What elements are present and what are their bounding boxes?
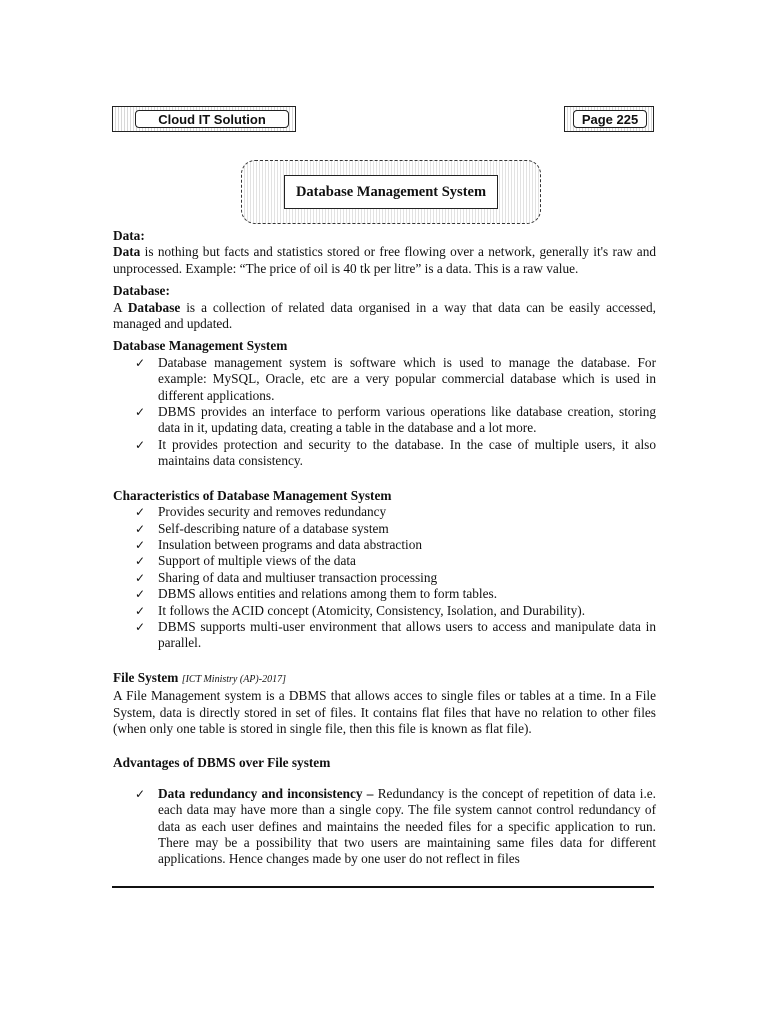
file-system-source-note: [ICT Ministry (AP)-2017] <box>181 673 286 685</box>
dbms-list <box>113 355 656 470</box>
footer-rule <box>112 886 654 888</box>
characteristics-heading: Characteristics of Database Management System <box>113 487 392 503</box>
check-icon: ✓ <box>135 554 146 569</box>
characteristics-list <box>113 504 656 652</box>
list-item-text: Self-describing nature of a database system <box>158 520 389 536</box>
check-icon: ✓ <box>135 786 146 801</box>
check-icon: ✓ <box>135 355 146 370</box>
list-item-text: Sharing of data and multiuser transaction processing <box>158 569 438 585</box>
document-body <box>113 228 656 868</box>
data-heading: Data: <box>113 228 145 243</box>
header-publisher-label: Cloud IT Solution <box>135 110 289 128</box>
list-item <box>135 521 656 537</box>
header-page-box <box>564 106 654 132</box>
list-item <box>135 570 656 586</box>
list-item-text: Database management system is software which is used to manage the database. For example: MySQL, Oracle, etc are a very popular commercial database which is used in different applications. <box>158 354 656 403</box>
list-item-text: It provides protection and security to the database. In the case of multiple users, it also maintains data consistency. <box>158 436 656 469</box>
advantages-heading: Advantages of DBMS over File system <box>113 755 331 771</box>
database-text: is a collection of related data organised in a way that data can be easily accessed, managed and updated. <box>113 299 656 332</box>
check-icon: ✓ <box>135 619 146 634</box>
list-item <box>135 553 656 569</box>
list-item <box>135 619 656 652</box>
file-system-heading: File System <box>113 669 179 685</box>
advantage-text: Redundancy is the concept of repetition of data i.e. each data may have more than a single copy. The file system cannot control redundancy of data as each user defines and maintains the needed files for a specific application to run. There may be a possibility that two users are maintaining same files data for different applications. Hence changes made by one user do not reflect in files <box>158 785 656 867</box>
list-item-text: Support of multiple views of the data <box>158 553 356 569</box>
list-item-text: DBMS allows entities and relations among them to form tables. <box>158 586 498 602</box>
list-item <box>135 504 656 520</box>
check-icon: ✓ <box>135 505 146 520</box>
page-title: Database Management System <box>284 175 498 209</box>
check-icon: ✓ <box>135 570 146 585</box>
list-item <box>135 355 656 404</box>
check-icon: ✓ <box>135 603 146 618</box>
check-icon: ✓ <box>135 437 146 452</box>
database-heading: Database: <box>113 283 170 299</box>
file-system-paragraph: A File Management system is a DBMS that allows acces to single files or tables at a time. In a File System, data is directly stored in set of files. It contains flat files that have no relation to other files (when only one table is stored in single file, then this file is known as flat file). <box>113 688 656 736</box>
list-item-text: DBMS supports multi-user environment that allows users to access and manipulate data in parallel. <box>158 618 656 651</box>
list-item <box>135 603 656 619</box>
header-publisher-box <box>112 106 296 132</box>
check-icon: ✓ <box>135 587 146 602</box>
list-item-text: DBMS provides an interface to perform various operations like database creation, storing data in it, updating data, creating a table in the database and a lot more. <box>158 404 656 436</box>
title-frame <box>241 160 541 224</box>
list-item-text: It follows the ACID concept (Atomicity, Consistency, Isolation, and Durability). <box>158 602 586 618</box>
list-item <box>135 586 656 602</box>
check-icon: ✓ <box>135 537 146 552</box>
dbms-heading: Database Management System <box>113 338 288 354</box>
advantages-list <box>113 786 656 868</box>
list-item-text: Insulation between programs and data abstraction <box>158 536 423 552</box>
list-item <box>135 437 656 470</box>
list-item-text: Provides security and removes redundancy <box>158 504 387 520</box>
database-term: Database <box>127 299 181 315</box>
list-item <box>135 786 656 868</box>
check-icon: ✓ <box>135 405 146 420</box>
list-item <box>135 404 656 437</box>
data-term: Data <box>113 244 141 260</box>
data-text: is nothing but facts and statistics stored or free flowing over a network, generally it's raw and unprocessed. Example: “The price of oil is 40 tk per litre” is a data. This is a raw value. <box>113 244 656 276</box>
header-page-number: Page 225 <box>573 110 647 128</box>
check-icon: ✓ <box>135 521 146 536</box>
data-paragraph <box>113 244 656 277</box>
advantage-term: Data redundancy and inconsistency – <box>158 785 374 801</box>
database-prefix: A <box>113 299 128 315</box>
list-item <box>135 537 656 553</box>
file-system-heading-line <box>113 670 656 688</box>
database-paragraph <box>113 300 656 333</box>
